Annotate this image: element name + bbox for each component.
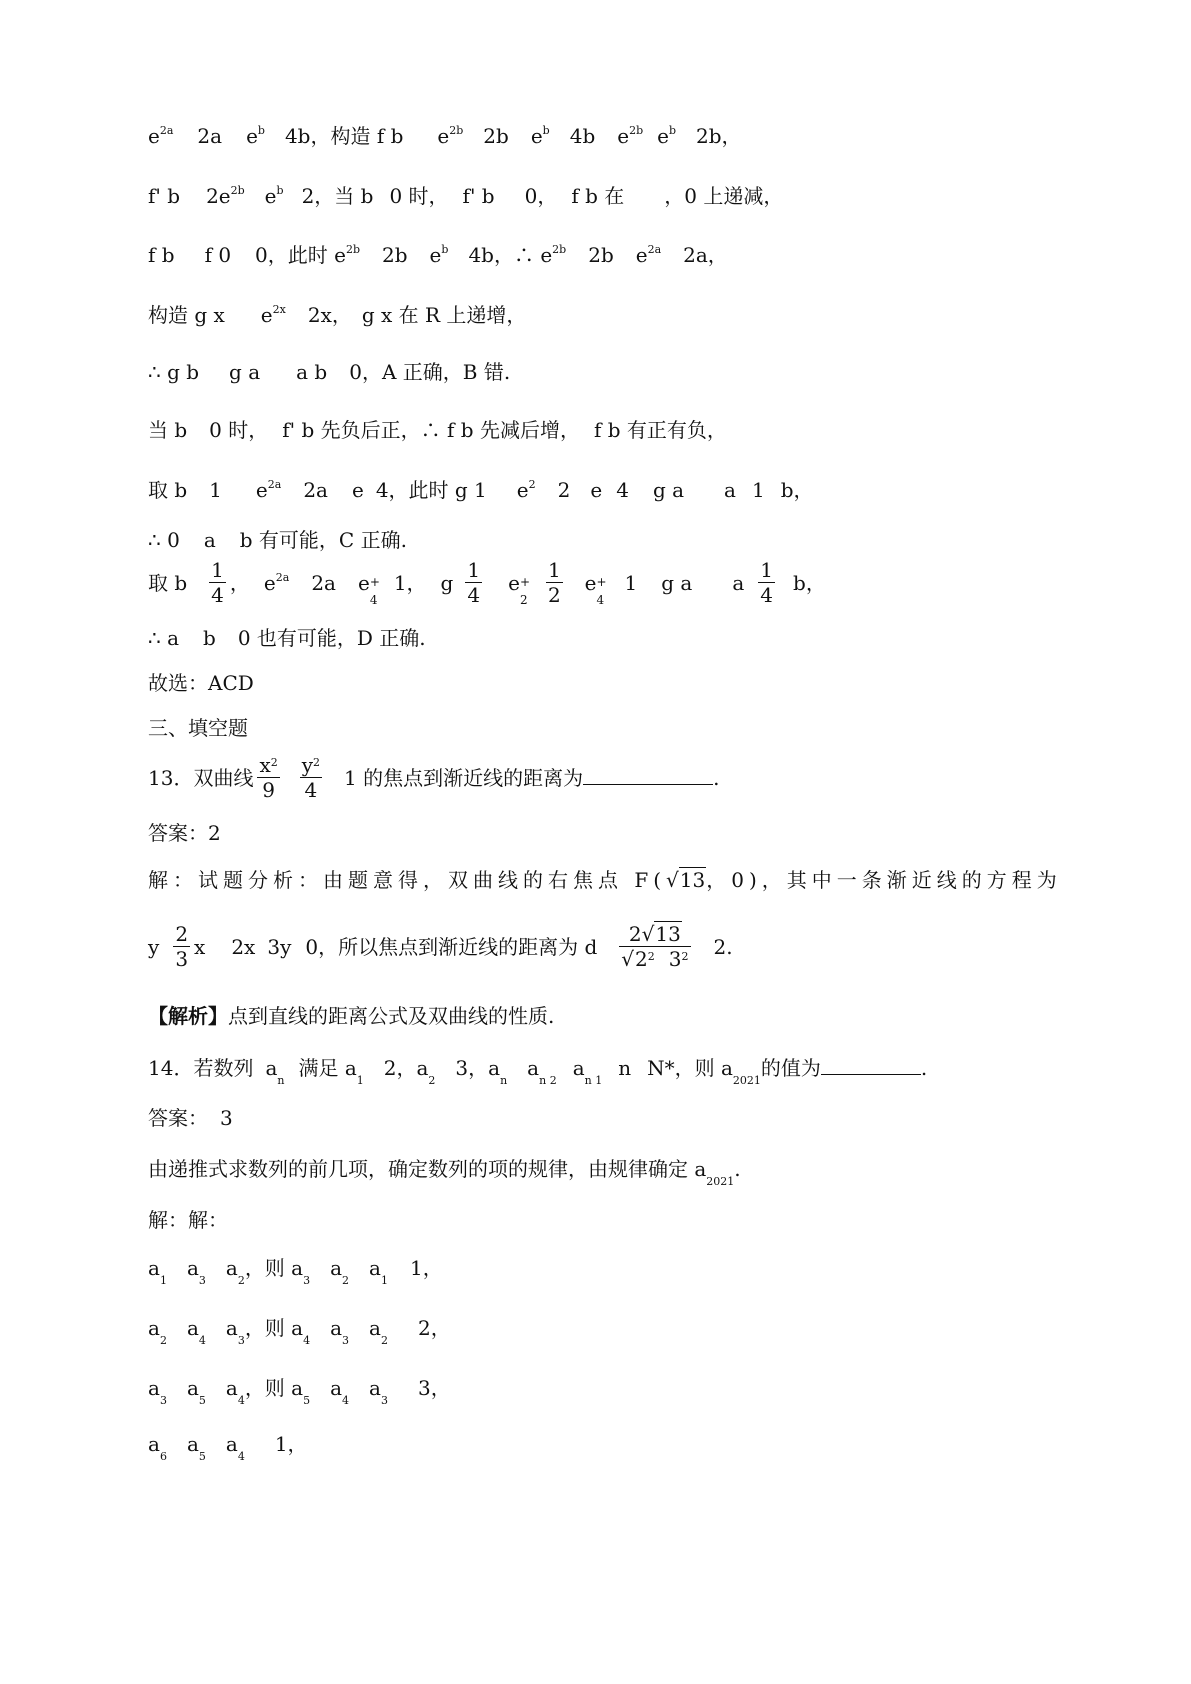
text: 点到直线的距离公式及双曲线的性质. — [228, 1004, 555, 1028]
text: 当 b — [148, 418, 188, 442]
text: f' b — [462, 184, 495, 208]
text: 2x， — [307, 303, 352, 327]
text: e — [437, 124, 450, 148]
text: 2e — [206, 184, 231, 208]
subscript: 2 — [380, 1334, 388, 1347]
text: . — [713, 766, 720, 790]
subscript: 3 — [198, 1274, 206, 1287]
fraction — [257, 755, 279, 800]
superscript: 2b — [449, 124, 464, 137]
text: 0 也有可能，D 正确. — [237, 626, 426, 650]
text: a — [265, 1056, 278, 1080]
fraction — [619, 924, 691, 969]
text: 0 时， — [389, 184, 449, 208]
text: 0，A 正确，B 错. — [349, 360, 511, 384]
numerator: 1 — [211, 558, 224, 582]
superscript: b — [257, 124, 265, 137]
text: e — [508, 571, 520, 595]
text: a — [225, 1316, 238, 1340]
subscript: 5 — [303, 1394, 311, 1407]
text: g a — [229, 360, 261, 384]
text: b 有可能，C 正确. — [239, 528, 407, 552]
numerator: 2√13 — [619, 924, 691, 947]
text: a — [148, 1376, 160, 1400]
denominator: 4 — [304, 778, 318, 802]
subscript: 2021 — [706, 1175, 735, 1188]
text: f 0 — [204, 243, 232, 267]
denominator: $√2^2$ $3^2$ — [621, 947, 689, 971]
numerator: 2 — [175, 922, 189, 946]
denominator: 4 — [211, 583, 224, 607]
text: e — [657, 124, 669, 148]
solution-line-2 — [148, 186, 783, 206]
sqrt: √13 — [666, 868, 706, 892]
subscript: 2 — [159, 1334, 167, 1347]
text: 0，所以焦点到渐近线的距离为 d — [305, 935, 598, 959]
analysis-label: 【解析】 — [148, 1004, 228, 1028]
text: f b — [148, 243, 175, 267]
subscript: 3 — [303, 1274, 311, 1287]
subscript: 2 — [342, 1274, 350, 1287]
text: a — [225, 1432, 238, 1456]
text: 1， — [393, 571, 427, 595]
answer-choice-line — [148, 673, 254, 693]
text: 2a — [311, 571, 336, 595]
text: 2b — [588, 243, 614, 267]
superscript: 2b — [629, 124, 644, 137]
superscript: 2 — [681, 950, 689, 963]
text: 2b — [483, 124, 509, 148]
text: ，则 a — [244, 1256, 304, 1280]
solution-line-9 — [148, 558, 826, 607]
text: e — [635, 243, 648, 267]
text: 14．若数列 — [148, 1056, 254, 1080]
subscript: 4 — [237, 1450, 245, 1463]
solution-14-intro — [148, 1157, 741, 1188]
text: x — [194, 935, 206, 959]
superscript: b — [668, 124, 677, 137]
text: g x 在 R 上递增， — [361, 303, 527, 327]
text: ∴ 0 — [148, 528, 180, 552]
text: 2b， — [696, 124, 742, 148]
text: . — [734, 1157, 741, 1181]
text: 3 — [220, 1106, 233, 1130]
numerator: 1 — [547, 558, 561, 582]
text: b — [203, 626, 216, 650]
text: 的值为 — [760, 1056, 821, 1080]
question-14 — [148, 1056, 928, 1087]
text: 1 — [624, 571, 638, 595]
text: 2，a — [383, 1056, 429, 1080]
question-13 — [148, 753, 720, 802]
text: e — [148, 124, 160, 148]
solution-line-1 — [148, 126, 742, 146]
answer-13 — [148, 823, 221, 843]
text: a — [572, 1056, 585, 1080]
subscript: 4 — [596, 593, 605, 607]
superscript: 2a — [267, 478, 282, 491]
text: 1 — [751, 478, 765, 502]
denominator: 9 — [262, 778, 275, 802]
subscript: 2 — [519, 593, 528, 607]
text: 故选：ACD — [148, 671, 254, 695]
text: e — [530, 124, 543, 148]
text: a — [148, 1316, 160, 1340]
subscript: 5 — [198, 1394, 206, 1407]
subscript: 2 — [237, 1274, 245, 1287]
subscript: n 1 — [584, 1074, 603, 1087]
text: g — [440, 571, 454, 595]
text: 2x — [231, 935, 256, 959]
text: e — [255, 478, 268, 502]
numerator: 1 — [760, 558, 774, 582]
fraction — [465, 560, 482, 605]
answer-14 — [148, 1108, 233, 1128]
text: N*，则 a — [647, 1056, 733, 1080]
text: 取 b — [148, 571, 188, 595]
answer-blank — [821, 1073, 921, 1075]
solution-line-6 — [148, 420, 727, 440]
text: b， — [780, 478, 814, 502]
subscript: 4 — [237, 1394, 245, 1407]
superscript: 2 — [270, 756, 278, 769]
subscript: 3 — [380, 1394, 388, 1407]
denominator: 3 — [175, 947, 189, 971]
text: 4b，∴ e — [468, 243, 553, 267]
text: f b 有正有负， — [593, 418, 727, 442]
text: e — [246, 124, 258, 148]
superscript: 2a — [275, 571, 290, 584]
text: 满足 a — [298, 1056, 357, 1080]
solution-line-4 — [148, 305, 526, 325]
radicand: 13 — [655, 922, 681, 946]
solution-14-step-4 — [148, 1432, 308, 1463]
subscript: 4 — [198, 1334, 206, 1347]
text: 答案：2 — [148, 821, 221, 845]
solution-line-10 — [148, 628, 426, 648]
text: 0 时， — [209, 418, 269, 442]
text: 3y — [267, 935, 292, 959]
text: a — [186, 1256, 199, 1280]
text: b， — [793, 571, 826, 595]
solution-line-8 — [148, 530, 407, 550]
superscript: 2a — [647, 243, 662, 256]
text: e — [264, 184, 277, 208]
fraction — [546, 560, 563, 605]
text: e — [260, 303, 273, 327]
solution-14-step-3 — [148, 1376, 451, 1407]
superscript: 2b — [345, 243, 361, 256]
text: a — [527, 1056, 540, 1080]
text: ∴ g b — [148, 360, 200, 384]
solution-14-step-2 — [148, 1316, 451, 1347]
subscript: 1 — [380, 1274, 388, 1287]
solution-13-line-1 — [148, 870, 1062, 890]
subscript: 1 — [356, 1074, 364, 1087]
text: 2， — [417, 1316, 451, 1340]
text: 解：试题分析：由题意得，双曲线的右焦点 F( — [148, 868, 667, 892]
text: 2，当 b — [301, 184, 374, 208]
denominator: 2 — [547, 583, 561, 607]
superscript: 2a — [159, 124, 174, 137]
text: e — [617, 124, 630, 148]
superscript: b — [276, 184, 284, 197]
text: a — [330, 1376, 343, 1400]
text: f b 在 — [571, 184, 625, 208]
text: e — [590, 478, 603, 502]
text: 0，此时 e — [255, 243, 346, 267]
text: 3，a — [455, 1056, 501, 1080]
solution-line-7 — [148, 480, 814, 500]
text: g a — [652, 478, 685, 502]
text: y — [148, 935, 160, 959]
text: ，则 a — [244, 1316, 304, 1340]
superscript: b — [542, 124, 550, 137]
answer-blank — [583, 783, 713, 785]
text: ，则 a — [244, 1376, 304, 1400]
text: e — [263, 571, 276, 595]
base: x — [259, 753, 271, 777]
text: a — [148, 1432, 160, 1456]
text: 2a — [197, 124, 223, 148]
text: ，0)，其中一条渐近线的方程为 — [706, 868, 1062, 892]
text: a — [724, 478, 736, 502]
superscript: + — [596, 575, 607, 589]
fraction — [209, 560, 226, 605]
subscript: 3 — [159, 1394, 167, 1407]
text: ，0 上递减， — [664, 184, 784, 208]
text: 0， — [524, 184, 558, 208]
text: 三、填空题 — [148, 716, 248, 740]
text: a — [225, 1376, 238, 1400]
subscript: 2021 — [732, 1074, 761, 1087]
text: e — [584, 571, 597, 595]
fraction — [758, 560, 775, 605]
radicand: 13 — [679, 868, 706, 892]
superscript: + — [369, 575, 380, 589]
text: a — [225, 1256, 238, 1280]
subscript: n 2 — [539, 1074, 557, 1087]
subscript: 1 — [159, 1274, 167, 1287]
text: 4b — [569, 124, 596, 148]
text: a — [330, 1316, 343, 1340]
text: 2a， — [683, 243, 728, 267]
text: a — [369, 1256, 381, 1280]
radicand — [634, 946, 689, 971]
solution-13-line-2 — [148, 922, 733, 971]
text: a — [330, 1256, 343, 1280]
text: 2a — [303, 478, 328, 502]
coefficient: 2 — [628, 922, 642, 946]
text: a — [369, 1316, 381, 1340]
text: a — [186, 1376, 199, 1400]
text: a — [732, 571, 745, 595]
denominator: 4 — [467, 583, 481, 607]
superscript: 2b — [230, 184, 245, 197]
numerator: 1 — [467, 558, 481, 582]
superscript: 2b — [552, 243, 567, 256]
text: 构造 g x — [148, 303, 225, 327]
text: a b — [296, 360, 328, 384]
superscript: 2x — [272, 303, 286, 316]
superscript: 2 — [528, 478, 536, 491]
text: 1， — [274, 1432, 308, 1456]
section-heading — [148, 718, 248, 738]
denominator: 4 — [760, 583, 774, 607]
superscript: 2 — [647, 950, 655, 963]
superscript: + — [519, 575, 530, 589]
text: ， — [229, 571, 250, 595]
text: a — [186, 1316, 199, 1340]
text: 由递推式求数列的前几项，确定数列的项的规律，由规律确定 a — [148, 1157, 707, 1181]
text: 4 — [616, 478, 629, 502]
text: 1 — [209, 478, 222, 502]
text: a — [369, 1376, 381, 1400]
subscript: 3 — [237, 1334, 245, 1347]
text: a — [203, 528, 216, 552]
solution-14-label — [148, 1210, 228, 1230]
subscript: 6 — [159, 1450, 167, 1463]
numerator — [300, 755, 322, 778]
superscript: b — [441, 243, 449, 256]
text: 2b — [382, 243, 408, 267]
numerator — [257, 755, 279, 778]
text: e — [357, 571, 370, 595]
text: e — [516, 478, 529, 502]
text: g a — [661, 571, 693, 595]
solution-14-step-1 — [148, 1256, 443, 1287]
text: 2 — [557, 478, 571, 502]
text: a — [148, 1256, 160, 1280]
base: 3 — [668, 947, 682, 971]
solution-line-5 — [148, 362, 510, 382]
text: 3， — [417, 1376, 451, 1400]
text: e — [429, 243, 442, 267]
subscript: 4 — [369, 593, 378, 607]
text: 1 的焦点到渐近线的距离为 — [344, 766, 584, 790]
solution-line-3 — [148, 245, 728, 265]
text: . — [920, 1056, 928, 1080]
text: 1， — [409, 1256, 443, 1280]
fraction — [300, 755, 322, 800]
subscript: 4 — [303, 1334, 311, 1347]
text: 13．双曲线 — [148, 766, 254, 790]
fraction — [173, 924, 190, 969]
subscript: 5 — [198, 1450, 206, 1463]
text: ∴ a — [148, 626, 180, 650]
text: f' b 先负后正，∴ f b 先减后增， — [282, 418, 580, 442]
base: y — [301, 753, 314, 777]
base: 2 — [635, 947, 648, 971]
text: a — [186, 1432, 199, 1456]
analysis-line — [148, 1006, 554, 1026]
subscript: 2 — [428, 1074, 436, 1087]
text: f' b — [148, 184, 181, 208]
text: 解：解： — [148, 1208, 228, 1232]
text: n — [618, 1056, 632, 1080]
subscript: n — [500, 1074, 508, 1087]
text: 2. — [713, 935, 733, 959]
text: 答案： — [148, 1106, 208, 1130]
subscript: 3 — [342, 1334, 350, 1347]
text: 4，此时 g 1 — [375, 478, 487, 502]
subscript: 4 — [342, 1394, 350, 1407]
subscript: n — [277, 1074, 285, 1087]
text: e — [351, 478, 364, 502]
text: 4b，构造 f b — [284, 124, 404, 148]
superscript: 2 — [313, 756, 321, 769]
text: 取 b — [148, 478, 188, 502]
